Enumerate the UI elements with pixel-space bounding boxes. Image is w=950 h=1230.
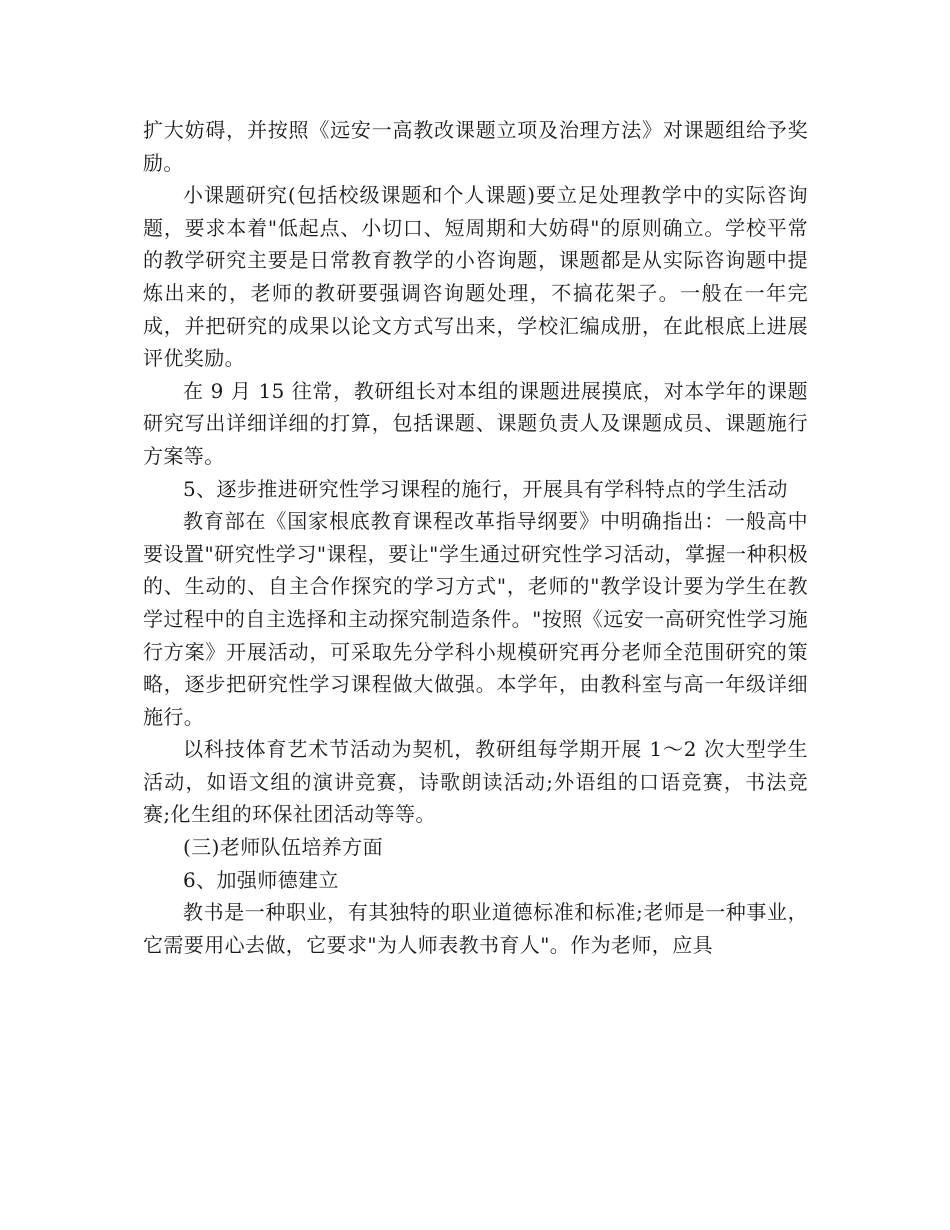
paragraph-small-topic-research: 小课题研究(包括校级课题和个人课题)要立足处理教学中的实际咨询题，要求本着"低起点、小切口、短周期和大妨碍"的原则确立。学校平常的教学研究主要是日常教育教学的小咨询题，课题都是从实际咨询题中提炼出来的，老师的教研要强调咨询题处理，不搞花架子。一般在一年完成，并把研究的成果以论文方式写出来，学校汇编成册，在此根底上进展评优奖励。 (143, 183, 808, 371)
paragraph-reward: 扩大妨碍，并按照《远安一高教改课题立项及治理方法》对课题组给予奖励。 (143, 118, 808, 175)
paragraph-topic-survey: 在 9 月 15 往常，教研组长对本组的课题进展摸底，对本学年的课题研究写出详细详细的打算，包括课题、课题负责人及课题成员、课题施行方案等。 (143, 378, 808, 468)
document-body (143, 114, 808, 961)
section-heading-teacher-training: (三)老师队伍培养方面 (183, 835, 384, 860)
section-heading-teacher-ethics: 6、加强师德建立 (183, 867, 339, 892)
paragraph-student-activities: 以科技体育艺术节活动为契机，教研组每学期开展 1～2 次大型学生活动，如语文组的演讲竞赛，诗歌朗读活动;外语组的口语竞赛，书法竞赛;化生组的环保社团活动等等。 (143, 737, 808, 827)
paragraph-teaching-profession: 教书是一种职业，有其独特的职业道德标准和标准;老师是一种事业，它需要用心去做，它要求"为人师表教书育人"。作为老师，应具 (143, 900, 808, 957)
paragraph-curriculum-reform: 教育部在《国家根底教育课程改革指导纲要》中明确指出：一般高中要设置"研究性学习"课程，要让"学生通过研究性学习活动，掌握一种积极的、生动的、自主合作探究的学习方式"，老师的"教学设计要为学生在教学过程中的自主选择和主动探究制造条件。"按照《远安一高研究性学习施行方案》开展活动，可采取先分学科小规模研究再分老师全范围研究的策略，逐步把研究性学习课程做大做强。本学年，由教科室与高一年级详细施行。 (143, 509, 808, 729)
section-heading-research-learning: 5、逐步推进研究性学习课程的施行，开展具有学科特点的学生活动 (183, 476, 788, 501)
